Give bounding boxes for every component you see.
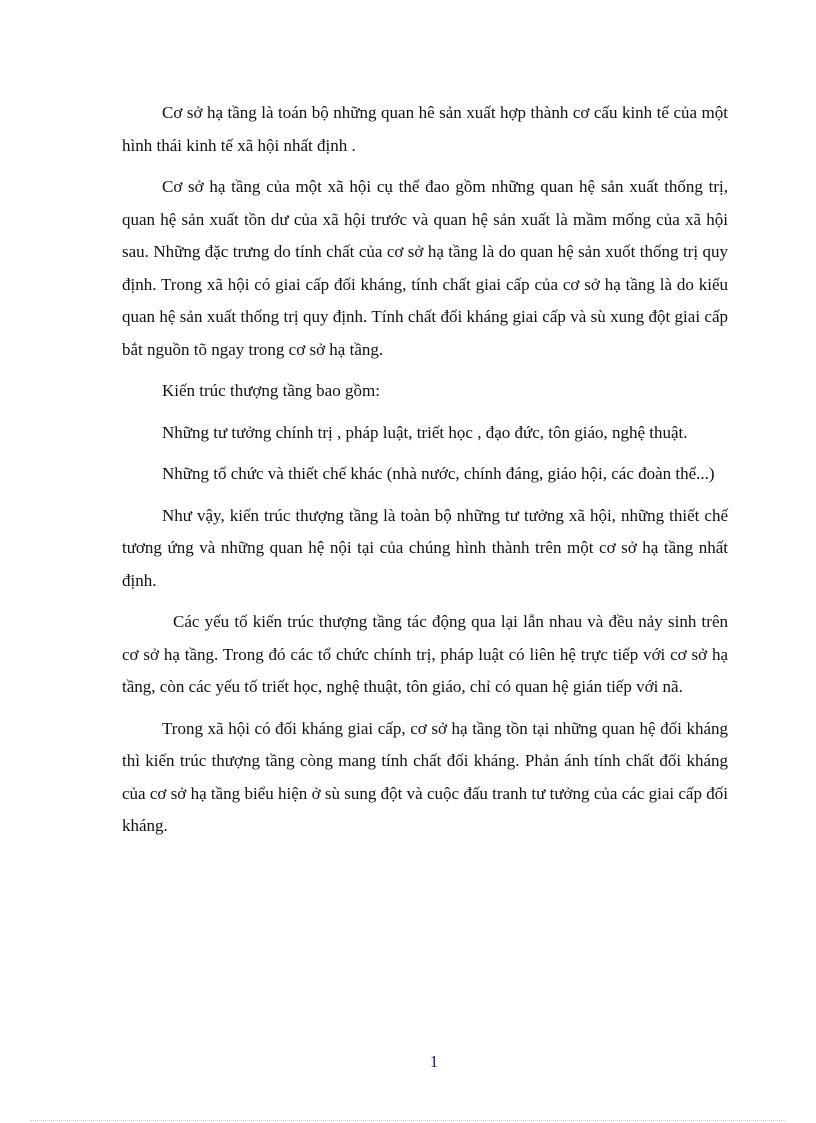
paragraph-infrastructure-definition: Cơ sở hạ tầng là toán bộ những quan hê sản xuất hợp thành cơ cấu kinh tế của một hình thái kinh tế xã hội nhất định . [122, 103, 728, 155]
paragraph-superstructure-definition: Như vậy, kiến trúc thượng tầng là toàn bộ những tư tưởng xã hội, những thiết chế tương ứng và những quan hệ nội tại của chúng hình thành trên một cơ sở hạ tầng nhất định. [122, 505, 728, 590]
paragraph-infrastructure-composition: Cơ sở hạ tầng của một xã hội cụ thể đao gồm những quan hệ sản xuất thống trị, quan hệ sản xuất tồn dư của xã hội trước và quan hệ sản xuất là mầm mống của xã hội sau. Những đặc trưng do tính chất của cơ sở hạ tầng là do quan hệ sản xuốt thống trị quy định. Trong xã hội có giai cấp đối kháng, tính chất giai cấp của cơ sở hạ tầng là do kiểu quan hệ sản xuất thống trị quy định. Tính chất đối kháng giai cấp và sù xung đột giai cấp bắt nguồn tõ ngay trong cơ sở hạ tầng. [122, 177, 728, 359]
page-number: 1 [429, 1052, 439, 1071]
paragraph-superstructure-institutions: Những tổ chức và thiết chế khác (nhà nước, chính đáng, giáo hội, các đoàn thể...) [162, 464, 715, 483]
document-body [122, 97, 728, 852]
paragraph-superstructure-elements: Các yếu tố kiến trúc thượng tầng tác động qua lại lẫn nhau và đều nảy sinh trên cơ sở hạ tầng. Trong đó các tổ chức chính trị, pháp luật có liên hệ trực tiếp với cơ sở hạ tầng, còn các yếu tố triết học, nghệ thuật, tôn giáo, chỉ có quan hệ gián tiếp với nã. [122, 612, 728, 696]
paragraph-superstructure-intro: Kiến trúc thượng tầng bao gồm: [162, 381, 380, 400]
paragraph-superstructure-ideas: Những tư tưởng chính trị , pháp luật, triết học , đạo đức, tôn giáo, nghệ thuật. [162, 422, 688, 442]
footer-divider [30, 1120, 786, 1121]
paragraph-class-antagonism: Trong xã hội có đối kháng giai cấp, cơ sở hạ tầng tồn tại những quan hệ đối kháng thì kiến trúc thượng tầng còng mang tính chất đối kháng. Phản ánh tính chất đối kháng của cơ sở hạ tầng biểu hiện ở sù sung đột và cuộc đấu tranh tư tưởng của các giai cấp đối kháng. [122, 718, 728, 835]
